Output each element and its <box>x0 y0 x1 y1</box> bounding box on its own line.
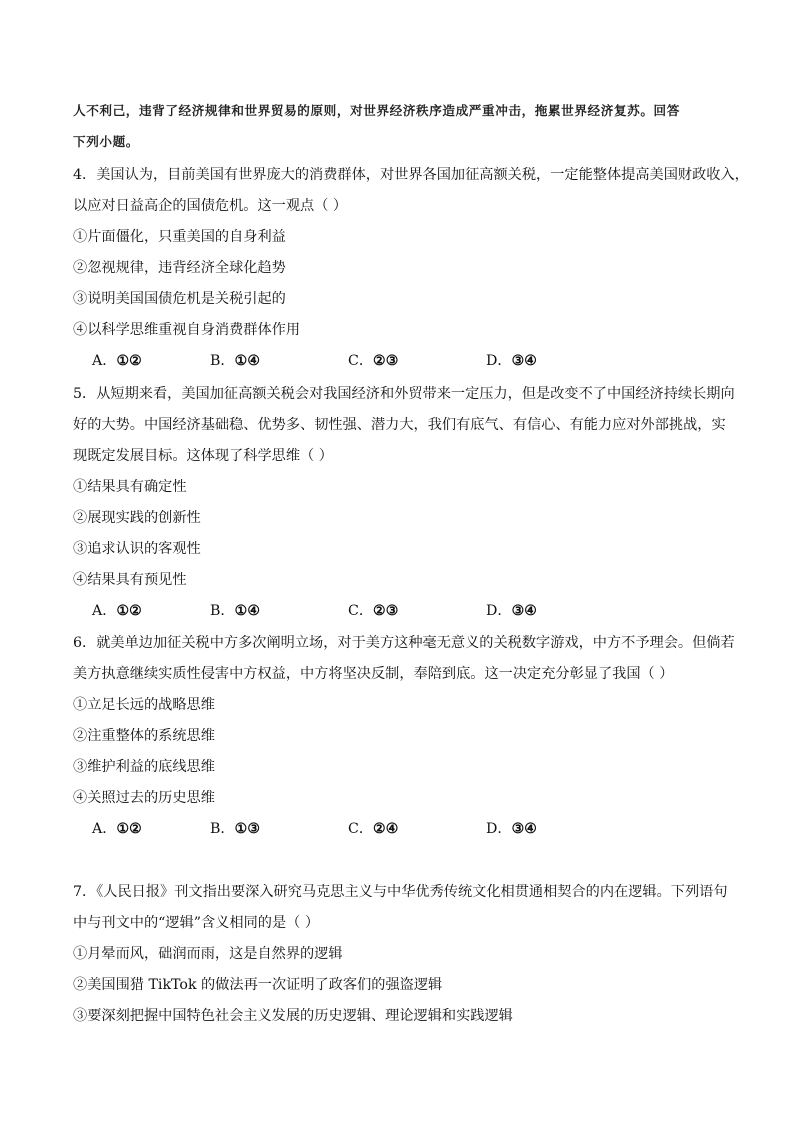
question-5-choice-d[interactable] <box>486 601 537 621</box>
question-6-option-4: ④关照过去的历史思维 <box>73 790 215 806</box>
choice-letter: B． <box>210 353 235 369</box>
choice-letter: C． <box>348 353 374 369</box>
intro-line-1: 人不利己，违背了经济规律和世界贸易的原则，对世界经济秩序造成严重冲击，拖累世界经济复苏。回答 <box>73 103 680 118</box>
choice-value: ③④ <box>511 603 538 619</box>
question-5-option-3: ③追求认识的客观性 <box>73 541 201 557</box>
choice-letter: C． <box>348 821 374 837</box>
choice-value: ①② <box>116 821 142 837</box>
choice-value: ③④ <box>511 353 538 369</box>
question-5-stem-line-1: 5．从短期来看，美国加征高额关税会对我国经济和外贸带来一定压力，但是改变不了中国经济持续长期向 <box>73 386 735 402</box>
question-5-choice-b[interactable] <box>210 601 260 621</box>
choice-value: ②③ <box>373 353 399 369</box>
choice-letter: A． <box>92 603 117 619</box>
question-6-choice-a[interactable] <box>92 819 142 839</box>
question-5-option-1: ①结果具有确定性 <box>73 479 187 495</box>
choice-value: ②④ <box>373 821 399 837</box>
choice-value: ①④ <box>234 603 261 619</box>
question-5-stem-line-2: 好的大势。中国经济基础稳、优势多、韧性强、潜力大，我们有底气、有信心、有能力应对外部挑战，实 <box>73 417 726 433</box>
question-6-choice-d[interactable] <box>486 819 537 839</box>
question-4-stem-line-2: 以应对日益高企的国债危机。这一观点（ ） <box>73 198 348 214</box>
question-5-stem-line-3: 现既定发展目标。这体现了科学思维（ ） <box>73 448 333 464</box>
question-6-option-1: ①立足长远的战略思维 <box>73 697 215 713</box>
question-4-option-1: ①片面僵化，只重美国的自身利益 <box>73 229 286 245</box>
question-7-option-3: ③要深刻把握中国特色社会主义发展的历史逻辑、理论逻辑和实践逻辑 <box>73 1008 513 1024</box>
choice-value: ①③ <box>234 821 261 837</box>
question-6-stem-line-2: 美方执意继续实质性侵害中方权益，中方将坚决反制，奉陪到底。这一决定充分彰显了我国（ ） <box>73 666 674 682</box>
choice-letter: A． <box>92 821 117 837</box>
intro-line-2: 下列小题。 <box>73 134 139 149</box>
question-5-option-4: ④结果具有预见性 <box>73 572 187 588</box>
question-4-choice-d[interactable] <box>486 351 537 371</box>
choice-value: ①② <box>116 603 142 619</box>
question-6-option-3: ③维护利益的底线思维 <box>73 759 215 775</box>
choice-letter: C． <box>348 603 374 619</box>
question-7-stem-line-1: 7．《人民日报》刊文指出要深入研究马克思主义与中华优秀传统文化相贯通相契合的内在逻辑。下列语句 <box>73 884 728 900</box>
question-6-option-2: ②注重整体的系统思维 <box>73 728 215 744</box>
question-5-choice-c[interactable] <box>348 601 399 621</box>
question-5-option-2: ②展现实践的创新性 <box>73 510 201 526</box>
question-4-option-2: ②忽视规律，违背经济全球化趋势 <box>73 260 286 276</box>
question-7-option-1: ①月晕而风，础润而雨，这是自然界的逻辑 <box>73 946 343 962</box>
question-5-choice-a[interactable] <box>92 601 142 621</box>
question-4-choice-b[interactable] <box>210 351 260 371</box>
choice-value: ③④ <box>511 821 538 837</box>
choice-value: ①④ <box>234 353 261 369</box>
question-7-stem-line-2: 中与刊文中的“逻辑”含义相同的是（ ） <box>73 915 320 931</box>
question-6-choice-b[interactable] <box>210 819 260 839</box>
choice-letter: D． <box>486 353 512 369</box>
choice-value: ①② <box>116 353 142 369</box>
question-4-option-4: ④以科学思维重视自身消费群体作用 <box>73 322 301 338</box>
question-4-option-3: ③说明美国国债危机是关税引起的 <box>73 291 286 307</box>
question-6-choice-c[interactable] <box>348 819 399 839</box>
question-4-choice-c[interactable] <box>348 351 399 371</box>
question-4-choice-a[interactable] <box>92 351 142 371</box>
question-6-stem-line-1: 6．就美单边加征关税中方多次阐明立场，对于美方这种毫无意义的关税数字游戏，中方不予理会。但倘若 <box>73 635 735 651</box>
question-7-option-2: ②美国围猎 TikTok 的做法再一次证明了政客们的强盗逻辑 <box>73 977 443 993</box>
choice-value: ②③ <box>373 603 399 619</box>
choice-letter: B． <box>210 821 235 837</box>
choice-letter: D． <box>486 603 512 619</box>
choice-letter: A． <box>92 353 117 369</box>
choice-letter: D． <box>486 821 512 837</box>
choice-letter: B． <box>210 603 235 619</box>
question-4-stem-line-1: 4．美国认为，目前美国有世界庞大的消费群体，对世界各国加征高额关税，一定能整体提高美国财政收入， <box>73 167 749 183</box>
